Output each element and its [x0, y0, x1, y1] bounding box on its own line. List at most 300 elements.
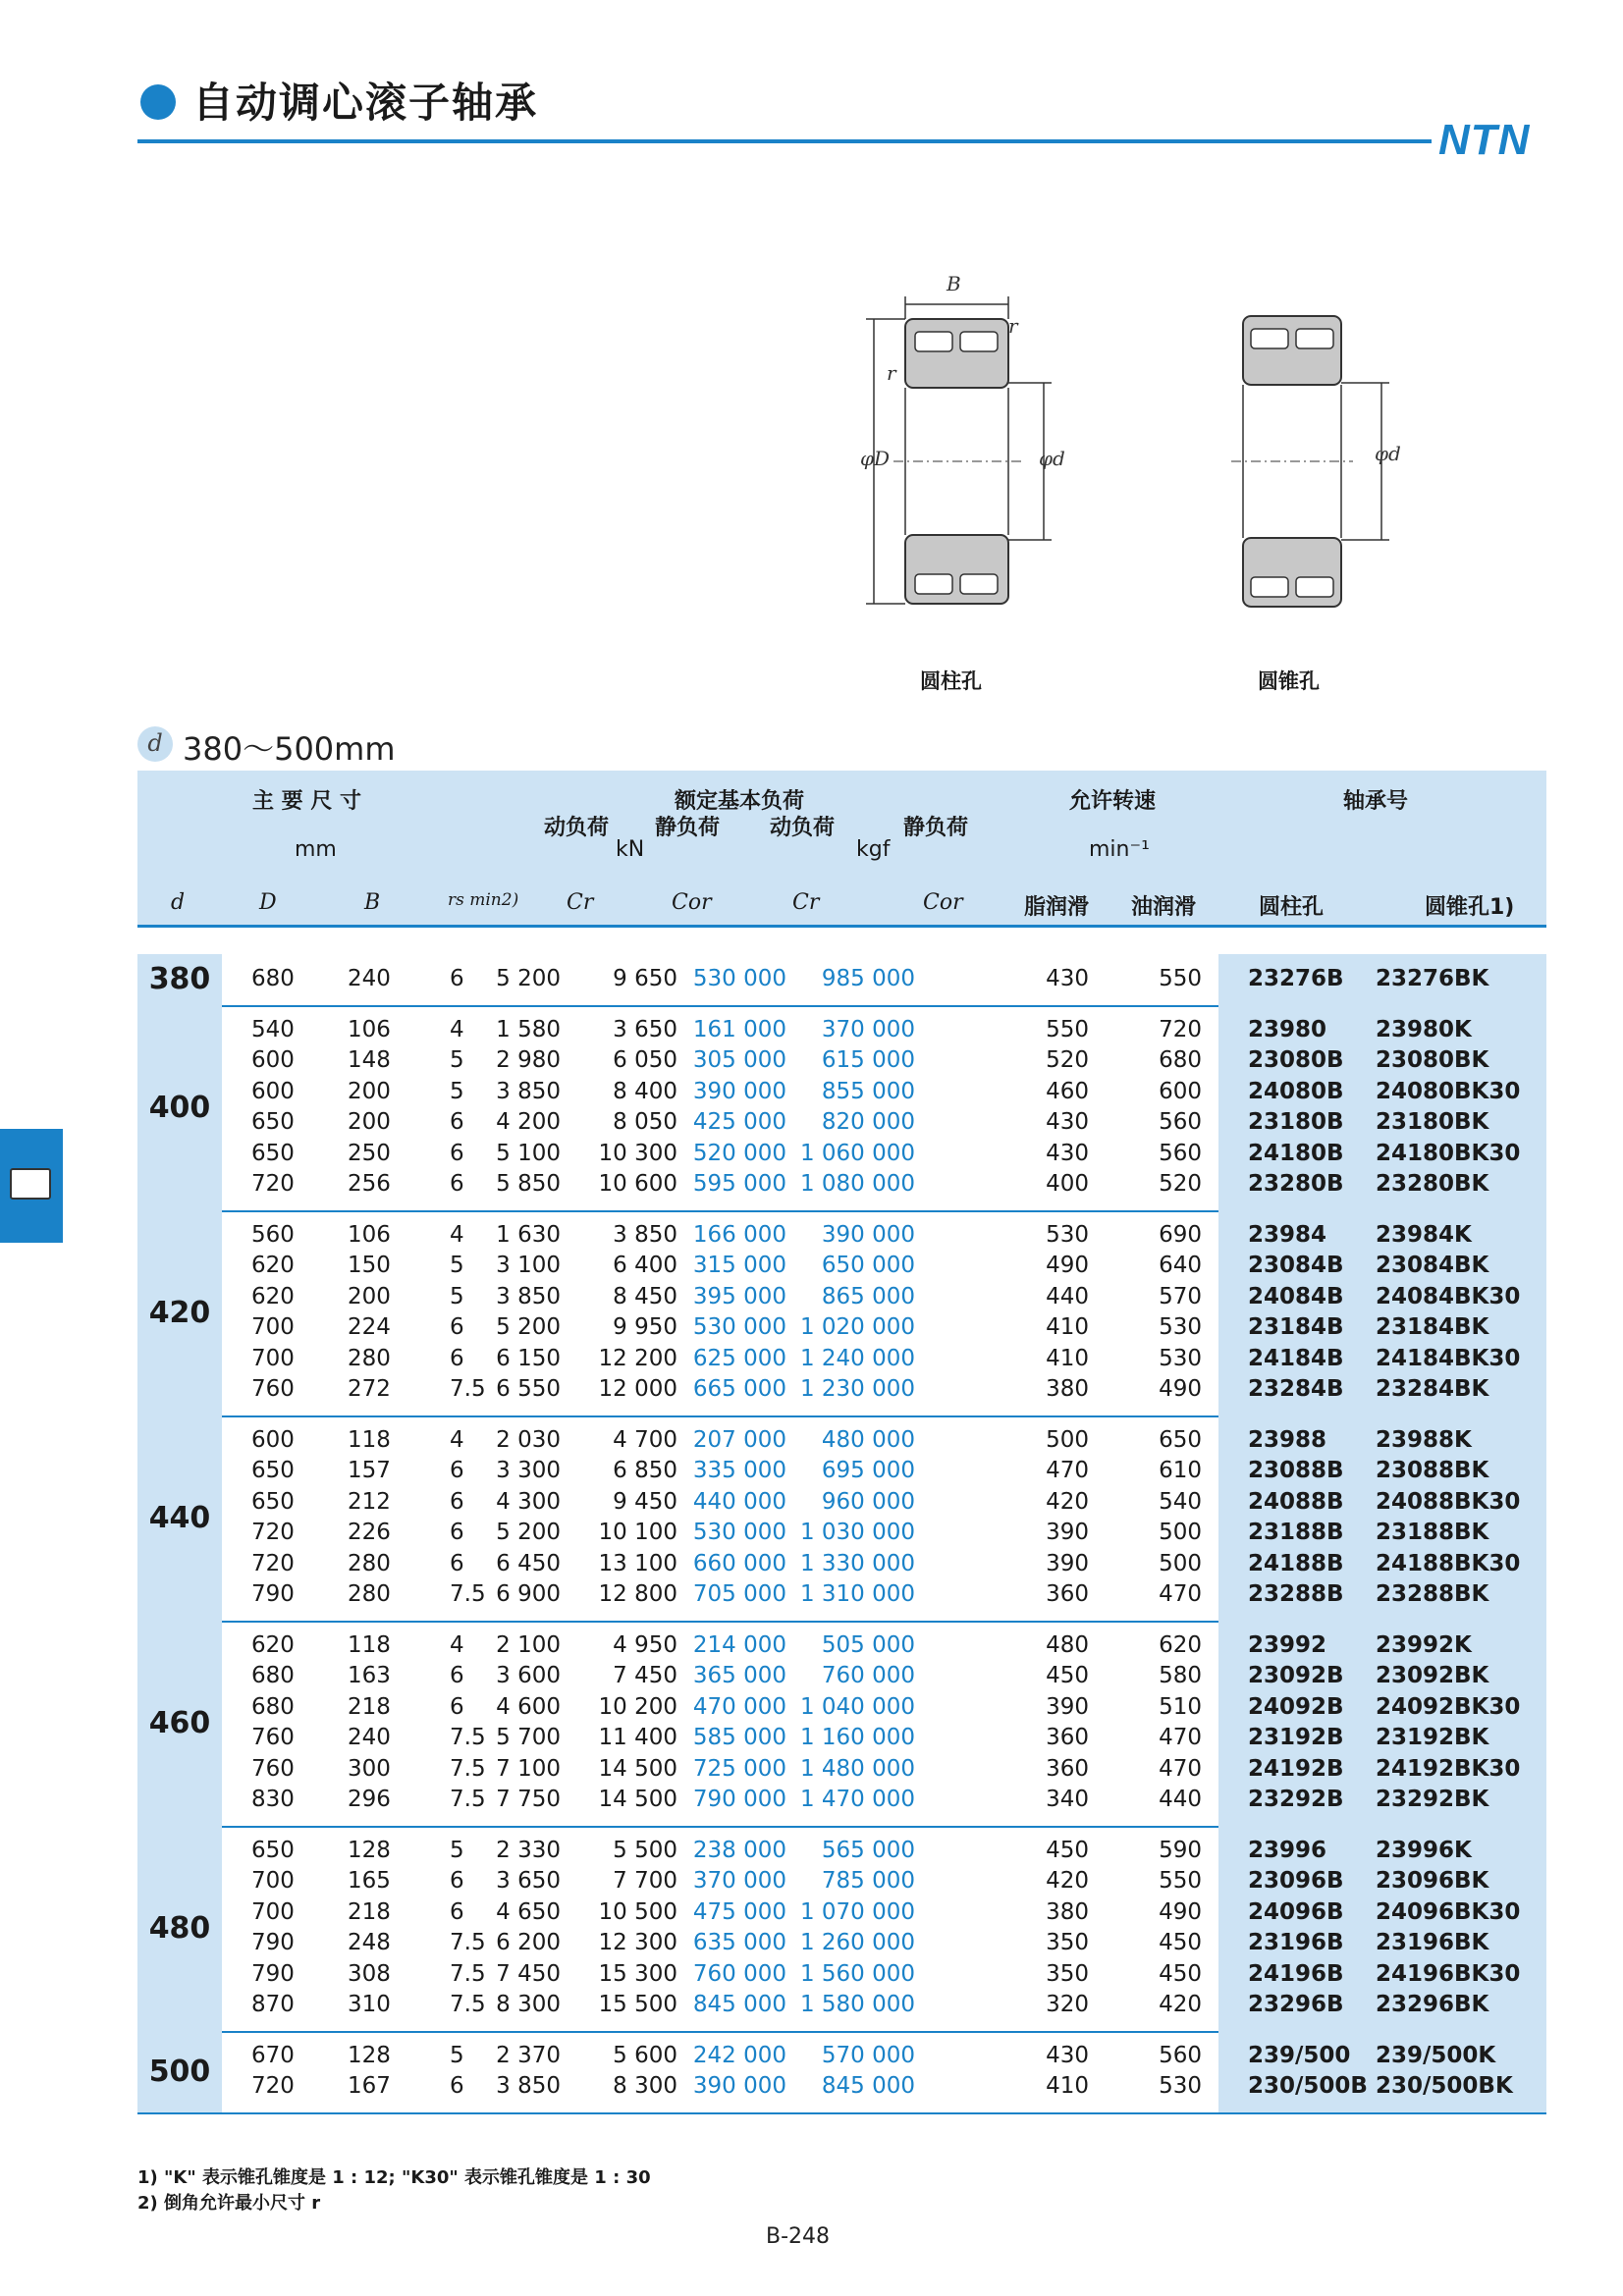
cell-bearing-cyl: 23196B	[1248, 1930, 1344, 1955]
cell-cr-kgf: 625 000	[692, 1345, 786, 1371]
cell-speed-grease: 460	[1046, 1078, 1089, 1104]
cell-bearing-tap: 24084BK30	[1376, 1283, 1521, 1309]
cell-bearing-tap: 24188BK30	[1376, 1550, 1521, 1576]
table-row	[137, 1425, 1546, 1456]
cell-bearing-tap: 23080BK	[1376, 1047, 1489, 1073]
cell-outer-d: 760	[251, 1376, 295, 1402]
cell-speed-grease: 410	[1046, 2073, 1089, 2099]
cell-cor-kgf: 960 000	[821, 1488, 915, 1515]
cell-speed-grease: 470	[1046, 1458, 1089, 1483]
cell-bearing-cyl: 23996	[1248, 1837, 1327, 1863]
dim-label-bore-cylindrical: φd	[1039, 447, 1065, 470]
cell-speed-grease: 420	[1046, 1488, 1089, 1515]
cell-width-b: 150	[348, 1253, 391, 1278]
cell-cor-kgf: 1 580 000	[799, 1992, 915, 2017]
cell-cr-kn: 8 300	[496, 1992, 561, 2017]
cell-cr-kn: 2 330	[496, 1837, 561, 1863]
cell-outer-d: 650	[251, 1837, 295, 1863]
cell-outer-d: 790	[251, 1960, 295, 1987]
cell-speed-oil: 490	[1159, 1898, 1202, 1925]
bore-diameter: 380	[137, 954, 222, 1005]
cell-speed-oil: 470	[1159, 1755, 1202, 1782]
cell-cr-kgf: 790 000	[692, 1787, 786, 1812]
cell-width-b: 280	[348, 1581, 391, 1607]
cell-outer-d: 620	[251, 1253, 295, 1278]
table-row	[137, 1518, 1546, 1548]
hdr-grease: 脂润滑	[1024, 895, 1090, 920]
cell-cor-kgf: 760 000	[821, 1663, 915, 1688]
cell-bearing-tap: 23280BK	[1376, 1171, 1489, 1197]
page-number: B-248	[766, 2224, 831, 2249]
cell-cor-kgf: 855 000	[821, 1078, 915, 1104]
dim-label-r-top: r	[1008, 314, 1018, 338]
bore-diameter: 400	[137, 1005, 222, 1210]
cell-speed-grease: 350	[1046, 1960, 1089, 1987]
cell-speed-oil: 510	[1159, 1693, 1202, 1720]
cell-cr-kn: 3 850	[496, 2073, 561, 2099]
cell-cr-kn: 3 850	[496, 1283, 561, 1309]
cell-width-b: 310	[348, 1992, 391, 2017]
cell-cr-kn: 3 850	[496, 1078, 561, 1104]
cell-cor-kn: 7 450	[613, 1663, 677, 1688]
cell-cor-kn: 11 400	[598, 1725, 677, 1750]
table-row	[137, 1344, 1546, 1374]
cell-cor-kgf: 1 310 000	[799, 1581, 915, 1607]
cell-bearing-cyl: 23088B	[1248, 1458, 1344, 1483]
cell-chamfer-r: 6	[450, 1109, 464, 1135]
cell-width-b: 218	[348, 1693, 391, 1720]
table-row	[137, 1866, 1546, 1896]
table-row	[137, 964, 1546, 994]
hdr-col-r: rs min2)	[448, 890, 519, 910]
cell-outer-d: 720	[251, 2073, 295, 2099]
cell-cor-kgf: 1 470 000	[799, 1787, 915, 1812]
cell-outer-d: 560	[251, 1221, 295, 1248]
bore-group-400	[137, 1005, 1546, 1212]
cell-width-b: 308	[348, 1960, 391, 1987]
cell-cr-kn: 2 980	[496, 1047, 561, 1073]
cell-bearing-cyl: 23988	[1248, 1426, 1327, 1453]
cell-cor-kgf: 985 000	[821, 966, 915, 991]
cell-cr-kn: 4 600	[496, 1693, 561, 1720]
cell-speed-grease: 320	[1046, 1992, 1089, 2017]
cell-cor-kgf: 615 000	[821, 1047, 915, 1073]
cell-width-b: 256	[348, 1171, 391, 1197]
cell-bearing-cyl: 23276B	[1248, 966, 1344, 991]
cell-chamfer-r: 7.5	[450, 1581, 486, 1607]
cell-width-b: 165	[348, 1868, 391, 1894]
table-row	[137, 1282, 1546, 1312]
cell-chamfer-r: 7.5	[450, 1787, 486, 1812]
cell-bearing-cyl: 23984	[1248, 1221, 1327, 1248]
cell-chamfer-r: 6	[450, 1898, 464, 1925]
cell-cr-kn: 3 300	[496, 1458, 561, 1483]
cell-speed-oil: 690	[1159, 1221, 1202, 1248]
table-row	[137, 1487, 1546, 1518]
cell-outer-d: 650	[251, 1458, 295, 1483]
cell-chamfer-r: 7.5	[450, 1725, 486, 1750]
cell-cr-kn: 6 900	[496, 1581, 561, 1607]
cell-cor-kgf: 480 000	[821, 1426, 915, 1453]
cell-speed-oil: 490	[1159, 1376, 1202, 1402]
cell-chamfer-r: 5	[450, 2042, 464, 2068]
bearing-thumbnail-icon	[10, 1168, 51, 1200]
cell-chamfer-r: 7.5	[450, 1755, 486, 1782]
cell-bearing-tap: 23288BK	[1376, 1581, 1489, 1607]
cell-cor-kn: 14 500	[598, 1787, 677, 1812]
cell-cor-kn: 12 000	[598, 1376, 677, 1402]
table-row	[137, 1015, 1546, 1045]
cell-cor-kgf: 565 000	[821, 1837, 915, 1863]
cell-bearing-cyl: 23192B	[1248, 1725, 1344, 1750]
cell-outer-d: 540	[251, 1016, 295, 1042]
cell-speed-grease: 360	[1046, 1581, 1089, 1607]
bore-diameter: 420	[137, 1210, 222, 1415]
cell-width-b: 148	[348, 1047, 391, 1073]
cell-speed-grease: 430	[1046, 966, 1089, 991]
cell-width-b: 167	[348, 2073, 391, 2099]
cell-chamfer-r: 5	[450, 1283, 464, 1309]
table-row	[137, 1959, 1546, 1990]
cell-width-b: 157	[348, 1458, 391, 1483]
cell-cr-kn: 7 750	[496, 1787, 561, 1812]
dim-label-r-side: r	[887, 361, 896, 385]
cell-speed-oil: 440	[1159, 1787, 1202, 1812]
table-row	[137, 1107, 1546, 1138]
cell-cr-kn: 4 300	[496, 1488, 561, 1515]
cell-cor-kn: 12 200	[598, 1345, 677, 1371]
cell-cr-kn: 6 450	[496, 1550, 561, 1576]
cell-chamfer-r: 5	[450, 1078, 464, 1104]
cell-cr-kn: 1 630	[496, 1221, 561, 1248]
cell-bearing-cyl: 23188B	[1248, 1520, 1344, 1545]
table-row	[137, 1374, 1546, 1405]
footnotes	[137, 2165, 651, 2216]
cell-bearing-cyl: 23096B	[1248, 1868, 1344, 1894]
cell-outer-d: 760	[251, 1725, 295, 1750]
cell-cr-kgf: 530 000	[692, 1314, 786, 1340]
cell-bearing-tap: 23292BK	[1376, 1787, 1489, 1812]
header-rule	[137, 139, 1432, 143]
cell-cr-kn: 7 100	[496, 1755, 561, 1782]
cell-bearing-tap: 23992K	[1376, 1631, 1472, 1658]
cell-cor-kgf: 1 060 000	[799, 1140, 915, 1166]
cell-bearing-cyl: 23184B	[1248, 1314, 1344, 1340]
cell-speed-grease: 390	[1046, 1550, 1089, 1576]
bore-group-420	[137, 1210, 1546, 1417]
cell-speed-oil: 720	[1159, 1016, 1202, 1042]
cell-bearing-tap: 23084BK	[1376, 1253, 1489, 1278]
cell-bearing-cyl: 230/500B	[1248, 2073, 1368, 2099]
hdr-kgf: kgf	[856, 837, 891, 862]
table-row	[137, 1549, 1546, 1579]
table-row	[137, 1139, 1546, 1169]
table-row	[137, 2041, 1546, 2071]
section-side-tab	[0, 1129, 63, 1243]
cell-chamfer-r: 6	[450, 1458, 464, 1483]
cell-speed-oil: 470	[1159, 1581, 1202, 1607]
cell-speed-grease: 360	[1046, 1725, 1089, 1750]
cell-bearing-cyl: 23080B	[1248, 1047, 1344, 1073]
hdr-col-cork: Cor	[923, 890, 963, 915]
brand-logo: NTN	[1438, 116, 1531, 164]
cell-chamfer-r: 6	[450, 1171, 464, 1197]
cell-width-b: 200	[348, 1283, 391, 1309]
cell-outer-d: 680	[251, 966, 295, 991]
cell-cor-kgf: 505 000	[821, 1631, 915, 1658]
cell-bearing-tap: 23988K	[1376, 1426, 1472, 1453]
cell-cr-kgf: 760 000	[692, 1960, 786, 1987]
cell-speed-grease: 410	[1046, 1314, 1089, 1340]
cell-outer-d: 720	[251, 1550, 295, 1576]
cell-speed-grease: 440	[1046, 1283, 1089, 1309]
cell-bearing-cyl: 23992	[1248, 1631, 1327, 1658]
cell-bearing-tap: 24192BK30	[1376, 1755, 1521, 1782]
table-row	[137, 1220, 1546, 1251]
table-row	[137, 1928, 1546, 1958]
cell-bearing-tap: 24096BK30	[1376, 1898, 1521, 1925]
cell-bearing-tap: 23188BK	[1376, 1520, 1489, 1545]
cell-chamfer-r: 6	[450, 1314, 464, 1340]
cell-width-b: 106	[348, 1221, 391, 1248]
cell-bearing-cyl: 24092B	[1248, 1693, 1344, 1720]
cell-bearing-tap: 24092BK30	[1376, 1693, 1521, 1720]
cell-speed-grease: 450	[1046, 1837, 1089, 1863]
cell-outer-d: 760	[251, 1755, 295, 1782]
cell-cor-kgf: 1 020 000	[799, 1314, 915, 1340]
cell-speed-oil: 520	[1159, 1171, 1202, 1197]
cell-speed-oil: 680	[1159, 1047, 1202, 1073]
cell-bearing-tap: 239/500K	[1376, 2042, 1496, 2068]
hdr-main-dims: 主 要 尺 寸	[252, 789, 361, 814]
cell-cor-kgf: 820 000	[821, 1109, 915, 1135]
hdr-col-cor: Cor	[672, 890, 712, 915]
cell-cr-kgf: 365 000	[692, 1663, 786, 1688]
cell-speed-grease: 410	[1046, 1345, 1089, 1371]
cell-width-b: 218	[348, 1898, 391, 1925]
cell-cr-kgf: 207 000	[692, 1426, 786, 1453]
cell-speed-oil: 540	[1159, 1488, 1202, 1515]
cell-chamfer-r: 5	[450, 1047, 464, 1073]
caption-tapered-bore: 圆锥孔	[1258, 669, 1320, 693]
cell-cr-kgf: 725 000	[692, 1755, 786, 1782]
cell-cor-kgf: 1 230 000	[799, 1376, 915, 1402]
cell-cor-kn: 15 300	[598, 1960, 677, 1987]
cell-cor-kgf: 650 000	[821, 1253, 915, 1278]
table-row	[137, 1661, 1546, 1691]
cell-cor-kgf: 1 160 000	[799, 1725, 915, 1750]
cell-cor-kgf: 865 000	[821, 1283, 915, 1309]
cell-bearing-tap: 23180BK	[1376, 1109, 1489, 1135]
cell-cor-kgf: 370 000	[821, 1016, 915, 1042]
table-row	[137, 1990, 1546, 2020]
bore-group-440	[137, 1415, 1546, 1623]
cell-cr-kgf: 440 000	[692, 1488, 786, 1515]
cell-cr-kn: 3 100	[496, 1253, 561, 1278]
cell-bearing-cyl: 24080B	[1248, 1078, 1344, 1104]
header-bullet	[140, 84, 176, 120]
footnote-2: 2) 倒角允许最小尺寸 r	[137, 2193, 321, 2214]
cell-cr-kgf: 635 000	[692, 1930, 786, 1955]
cell-chamfer-r: 7.5	[450, 1930, 486, 1955]
cell-cr-kgf: 530 000	[692, 1520, 786, 1545]
hdr-rated-load: 额定基本负荷	[675, 789, 805, 814]
cell-cor-kn: 9 950	[613, 1314, 677, 1340]
table-row	[137, 1897, 1546, 1928]
bore-diameter: 480	[137, 1826, 222, 2031]
cell-cr-kn: 2 100	[496, 1631, 561, 1658]
bearing-drawings	[854, 265, 1394, 618]
range-symbol: d	[137, 726, 173, 762]
cell-speed-oil: 620	[1159, 1631, 1202, 1658]
cell-speed-oil: 560	[1159, 1140, 1202, 1166]
cell-cor-kn: 8 450	[613, 1283, 677, 1309]
hdr-cylindrical: 圆柱孔	[1259, 895, 1325, 920]
cell-chamfer-r: 4	[450, 1426, 464, 1453]
cell-outer-d: 650	[251, 1488, 295, 1515]
table-row	[137, 1579, 1546, 1610]
cell-cor-kn: 13 100	[598, 1550, 677, 1576]
cell-outer-d: 700	[251, 1345, 295, 1371]
cell-cr-kgf: 370 000	[692, 1868, 786, 1894]
cell-chamfer-r: 7.5	[450, 1992, 486, 2017]
cell-width-b: 212	[348, 1488, 391, 1515]
cell-speed-oil: 500	[1159, 1520, 1202, 1545]
cell-bearing-cyl: 24184B	[1248, 1345, 1344, 1371]
cell-outer-d: 620	[251, 1631, 295, 1658]
cell-cor-kn: 8 300	[613, 2073, 677, 2099]
cell-speed-grease: 340	[1046, 1787, 1089, 1812]
cell-cor-kn: 10 200	[598, 1693, 677, 1720]
cell-outer-d: 700	[251, 1868, 295, 1894]
cell-width-b: 224	[348, 1314, 391, 1340]
table-row	[137, 1169, 1546, 1200]
cell-cor-kgf: 1 080 000	[799, 1171, 915, 1197]
hdr-min: min⁻¹	[1089, 837, 1150, 862]
cell-outer-d: 620	[251, 1283, 295, 1309]
cell-chamfer-r: 5	[450, 1253, 464, 1278]
cell-cor-kgf: 1 330 000	[799, 1550, 915, 1576]
cell-speed-grease: 400	[1046, 1171, 1089, 1197]
cell-outer-d: 700	[251, 1898, 295, 1925]
cell-cor-kgf: 1 260 000	[799, 1930, 915, 1955]
cell-cr-kn: 3 600	[496, 1663, 561, 1688]
bore-group-460	[137, 1621, 1546, 1828]
cell-cor-kn: 6 050	[613, 1047, 677, 1073]
cell-cr-kgf: 315 000	[692, 1253, 786, 1278]
cell-width-b: 118	[348, 1631, 391, 1658]
header-rule	[137, 925, 1546, 928]
cell-bearing-cyl: 24196B	[1248, 1960, 1344, 1987]
cell-cr-kgf: 242 000	[692, 2042, 786, 2068]
cell-chamfer-r: 6	[450, 1868, 464, 1894]
cell-cr-kgf: 390 000	[692, 2073, 786, 2099]
cell-bearing-tap: 23184BK	[1376, 1314, 1489, 1340]
cell-cr-kn: 2 370	[496, 2042, 561, 2068]
hdr-col-cr: Cr	[567, 890, 594, 915]
dim-label-b: B	[947, 272, 961, 295]
cell-bearing-tap: 23980K	[1376, 1016, 1472, 1042]
cell-bearing-cyl: 23092B	[1248, 1663, 1344, 1688]
cell-speed-grease: 450	[1046, 1663, 1089, 1688]
cell-cr-kn: 1 580	[496, 1016, 561, 1042]
table-row	[137, 1456, 1546, 1486]
cell-cor-kn: 4 700	[613, 1426, 677, 1453]
cell-chamfer-r: 5	[450, 1837, 464, 1863]
table-row	[137, 1630, 1546, 1661]
cell-outer-d: 720	[251, 1171, 295, 1197]
cell-speed-grease: 390	[1046, 1520, 1089, 1545]
cell-cr-kn: 4 650	[496, 1898, 561, 1925]
caption-cylindrical-bore: 圆柱孔	[920, 669, 982, 693]
cell-width-b: 226	[348, 1520, 391, 1545]
cell-speed-oil: 420	[1159, 1992, 1202, 2017]
cell-speed-oil: 530	[1159, 1345, 1202, 1371]
cell-width-b: 300	[348, 1755, 391, 1782]
cell-outer-d: 790	[251, 1930, 295, 1955]
cell-speed-grease: 480	[1046, 1631, 1089, 1658]
cell-width-b: 240	[348, 1725, 391, 1750]
cell-speed-oil: 560	[1159, 2042, 1202, 2068]
cell-outer-d: 700	[251, 1314, 295, 1340]
cell-width-b: 128	[348, 1837, 391, 1863]
cell-cr-kn: 5 850	[496, 1171, 561, 1197]
cell-bearing-cyl: 24188B	[1248, 1550, 1344, 1576]
hdr-col-B: B	[364, 890, 381, 915]
bore-group-480	[137, 1826, 1546, 2033]
cell-speed-oil: 550	[1159, 966, 1202, 991]
hdr-tapered: 圆锥孔1)	[1425, 895, 1515, 920]
cell-cor-kgf: 1 040 000	[799, 1693, 915, 1720]
cell-width-b: 163	[348, 1663, 391, 1688]
cell-width-b: 280	[348, 1550, 391, 1576]
cell-bearing-tap: 23296BK	[1376, 1992, 1489, 2017]
cell-cor-kn: 5 500	[613, 1837, 677, 1863]
cell-chamfer-r: 4	[450, 1016, 464, 1042]
cell-cor-kn: 9 450	[613, 1488, 677, 1515]
cell-speed-grease: 360	[1046, 1755, 1089, 1782]
cell-chamfer-r: 7.5	[450, 1376, 486, 1402]
cell-cr-kn: 6 150	[496, 1345, 561, 1371]
cell-cor-kn: 8 400	[613, 1078, 677, 1104]
cell-bearing-tap: 23088BK	[1376, 1458, 1489, 1483]
cell-bearing-tap: 24184BK30	[1376, 1345, 1521, 1371]
hdr-speed: 允许转速	[1069, 789, 1157, 814]
cell-speed-oil: 450	[1159, 1960, 1202, 1987]
cell-bearing-tap: 23196BK	[1376, 1930, 1489, 1955]
cell-width-b: 106	[348, 1016, 391, 1042]
cell-outer-d: 600	[251, 1078, 295, 1104]
table-row	[137, 1754, 1546, 1785]
hdr-static-kgf: 静负荷	[903, 816, 969, 840]
cell-cor-kn: 14 500	[598, 1755, 677, 1782]
hdr-oil: 油润滑	[1131, 895, 1197, 920]
cell-outer-d: 650	[251, 1109, 295, 1135]
hdr-bearing-no: 轴承号	[1343, 789, 1409, 814]
cell-speed-grease: 430	[1046, 1140, 1089, 1166]
cell-speed-grease: 430	[1046, 1109, 1089, 1135]
cell-speed-grease: 390	[1046, 1693, 1089, 1720]
cell-width-b: 250	[348, 1140, 391, 1166]
cell-chamfer-r: 6	[450, 1550, 464, 1576]
cell-bearing-tap: 23284BK	[1376, 1376, 1489, 1402]
hdr-col-D: D	[259, 890, 277, 915]
cell-bearing-cyl: 23296B	[1248, 1992, 1344, 2017]
table-row	[137, 1077, 1546, 1107]
cell-cr-kgf: 390 000	[692, 1078, 786, 1104]
cell-speed-grease: 500	[1046, 1426, 1089, 1453]
cell-speed-oil: 470	[1159, 1725, 1202, 1750]
